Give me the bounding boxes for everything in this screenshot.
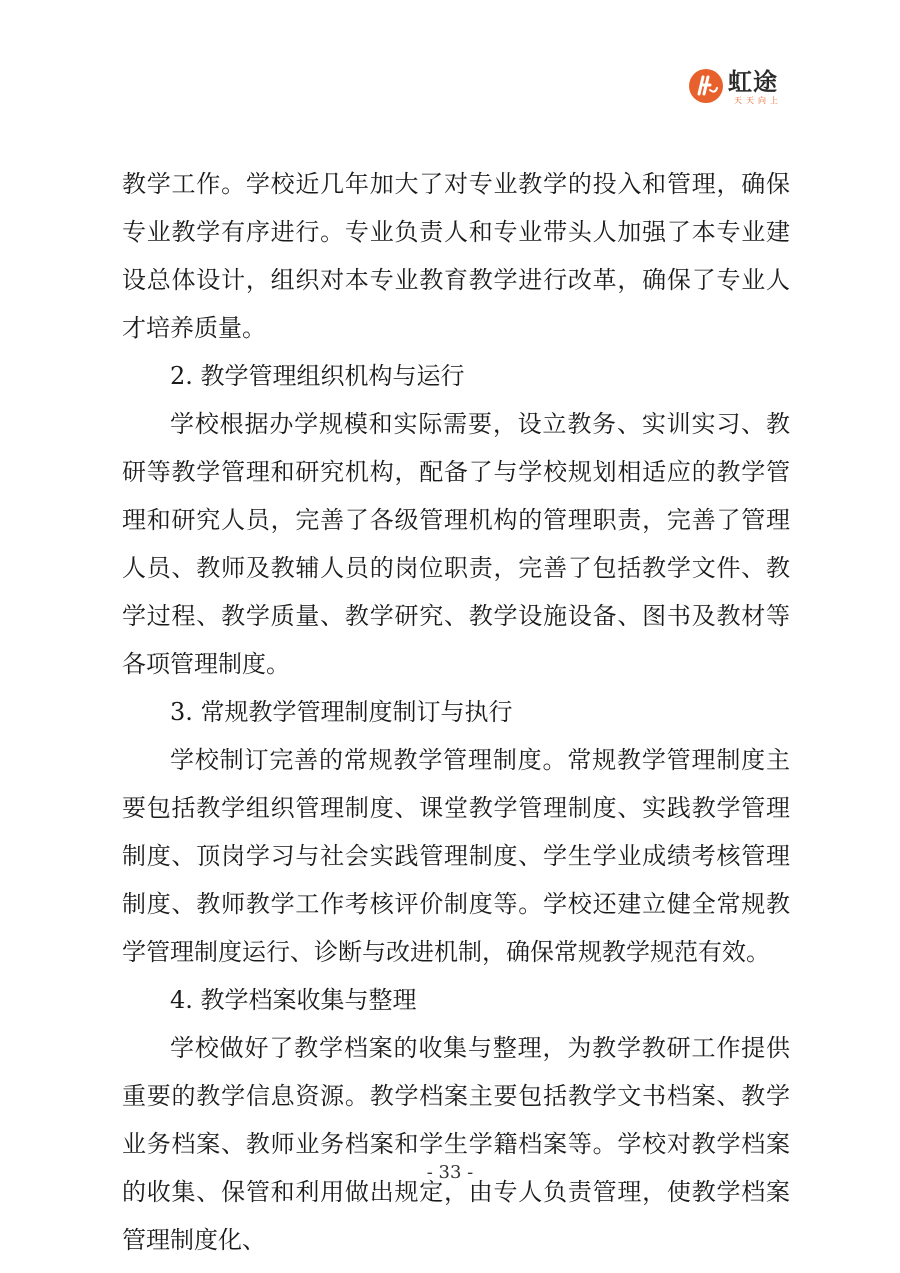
paragraph-section-2: 学校根据办学规模和实际需要，设立教务、实训实习、教研等教学管理和研究机构，配备了与学校规划相适应的教学管理和研究人员，完善了各级管理机构的管理职责，完善了管理人员、教师及教辅人员的岗位职责，完善了包括教学文件、教学过程、教学质量、教学研究、教学设施设备、图书及教材等各项管理制度。: [122, 410, 790, 678]
brand-logo-icon: [688, 68, 724, 104]
page-number: - 33 -: [426, 1162, 474, 1183]
paragraph-continued: 教学工作。学校近几年加大了对专业教学的投入和管理，确保专业教学有序进行。专业负责人和专业带头人加强了本专业建设总体设计，组织对本专业教育教学进行改革，确保了专业人才培养质量。: [122, 170, 790, 342]
section-heading-3: 3. 常规教学管理制度制订与执行: [170, 698, 513, 726]
brand-title: 虹途: [728, 68, 778, 96]
paragraph-section-3: 学校制订完善的常规教学管理制度。常规教学管理制度主要包括教学组织管理制度、课堂教学管理制度、实践教学管理制度、顶岗学习与社会实践管理制度、学生学业成绩考核管理制度、教师教学工作考核评价制度等。学校还建立健全常规教学管理制度运行、诊断与改进机制，确保常规教学规范有效。: [122, 746, 790, 966]
paragraph-section-4: 学校做好了教学档案的收集与整理，为教学教研工作提供重要的教学信息资源。教学档案主要包括教学文书档案、教学业务档案、教师业务档案和学生学籍档案等。学校对教学档案的收集、保管和利用做出规定，由专人负责管理，使教学档案管理制度化、: [122, 1034, 790, 1254]
brand-logo: [688, 68, 798, 108]
section-heading-2: 2. 教学管理组织机构与运行: [170, 362, 465, 390]
section-heading-4: 4. 教学档案收集与整理: [170, 986, 417, 1014]
brand-tagline: 天天向上: [734, 96, 782, 105]
document-body: [122, 160, 790, 1264]
